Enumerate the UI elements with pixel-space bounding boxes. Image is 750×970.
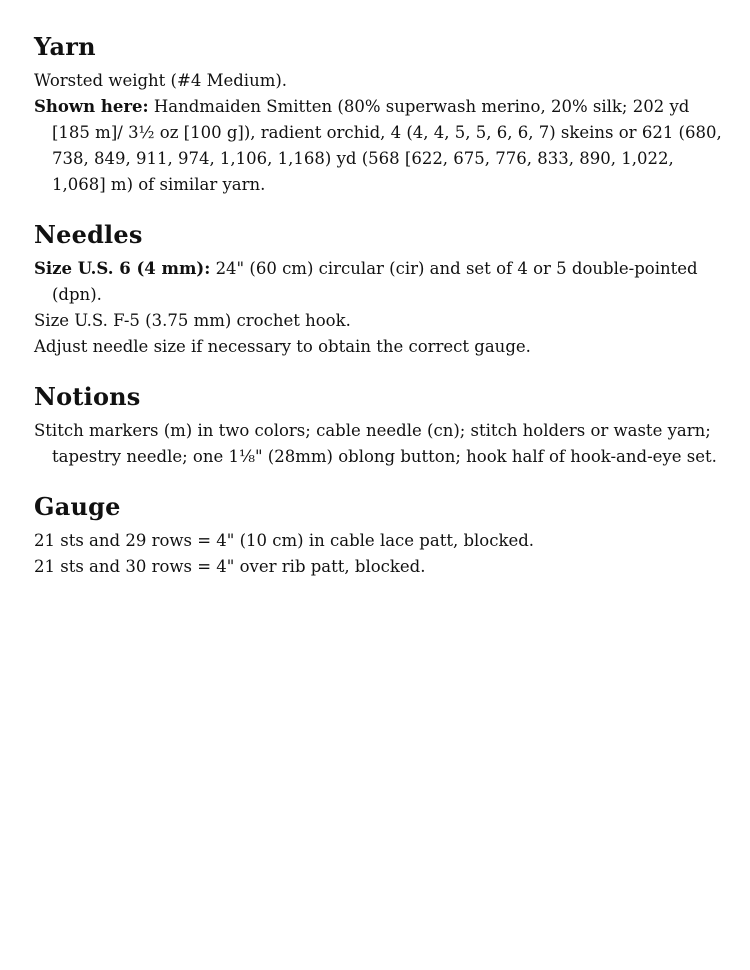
notions-section xyxy=(34,380,724,470)
yarn-shown-here xyxy=(34,94,724,198)
needle-adjust-note: Adjust needle size if necessary to obtain the correct gauge. xyxy=(34,337,531,356)
gauge-cable-lace: 21 sts and 29 rows = 4" (10 cm) in cable lace patt, blocked. xyxy=(34,531,535,550)
pattern-materials-page xyxy=(34,30,724,600)
gauge-rib: 21 sts and 30 rows = 4" over rib patt, blocked. xyxy=(34,557,426,576)
needle-size xyxy=(34,256,724,308)
needles-section xyxy=(34,218,724,360)
notions-heading: Notions xyxy=(34,382,141,411)
yarn-weight: Worsted weight (#4 Medium). xyxy=(34,71,288,90)
yarn-section xyxy=(34,30,724,198)
needles-heading: Needles xyxy=(34,220,143,249)
notions-text: Stitch markers (m) in two colors; cable needle (cn); stitch holders or waste yarn; tapestry needle; one 1⅛" (28mm) oblong button; hook half of hook-and-eye set. xyxy=(34,421,717,466)
gauge-section xyxy=(34,490,724,580)
crochet-hook: Size U.S. F-5 (3.75 mm) crochet hook. xyxy=(34,311,351,330)
yarn-heading: Yarn xyxy=(34,32,96,61)
gauge-heading: Gauge xyxy=(34,492,121,521)
needle-size-text: 24" (60 cm) circular (cir) and set of 4 or 5 double-pointed (dpn). xyxy=(52,259,698,304)
needle-size-label: Size U.S. 6 (4 mm): xyxy=(34,259,211,278)
shown-here-text: Handmaiden Smitten (80% superwash merino, 20% silk; 202 yd [185 m]/ 3½ oz [100 g]), radient orchid, 4 (4, 4, 5, 5, 6, 6, 7) skeins or 621 (680, 738, 849, 911, 974, 1,106, 1,168) yd (568 [622, 675, 776, 833, 890, 1,022, 1,068] m) of similar yarn. xyxy=(52,97,722,194)
shown-here-label: Shown here: xyxy=(34,97,149,116)
